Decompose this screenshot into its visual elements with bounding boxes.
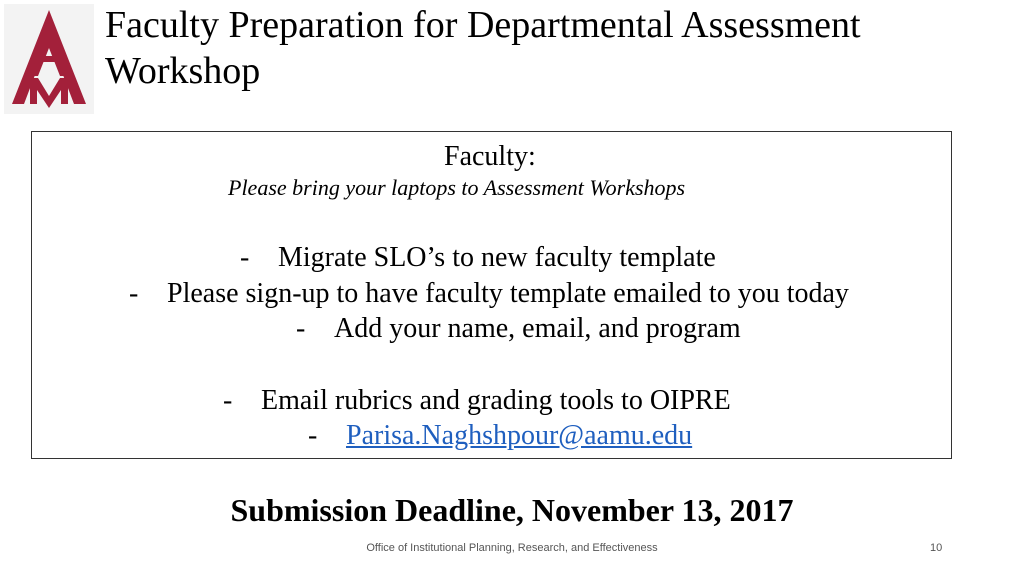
bullet-dash: - <box>129 278 139 309</box>
bullet-text: Add your name, email, and program <box>334 313 741 344</box>
page-number: 10 <box>930 542 943 554</box>
bullet-dash: - <box>223 385 233 416</box>
bullet-text: Please sign-up to have faculty template emailed to you today <box>167 278 849 309</box>
bullet-dash: - <box>296 313 306 344</box>
page-title: Faculty Preparation for Departmental Assessment Workshop <box>105 4 861 92</box>
list-item <box>240 242 716 274</box>
university-logo <box>4 4 94 114</box>
bullet-dash: - <box>240 242 250 273</box>
box-heading: Faculty: <box>444 141 536 172</box>
email-link[interactable]: Parisa.Naghshpour@aamu.edu <box>346 420 693 451</box>
list-item <box>129 278 849 310</box>
list-item <box>296 313 741 345</box>
box-subheading: Please bring your laptops to Assessment Workshops <box>228 175 686 200</box>
footer-text: Office of Institutional Planning, Research, and Effectiveness <box>366 542 658 554</box>
bullet-text: Email rubrics and grading tools to OIPRE <box>261 385 731 416</box>
list-item <box>308 420 692 452</box>
bullet-dash: - <box>308 420 318 451</box>
submission-deadline: Submission Deadline, November 13, 2017 <box>230 492 794 528</box>
bullet-text: Migrate SLO’s to new faculty template <box>278 242 716 273</box>
aamu-logo-icon <box>4 4 94 114</box>
list-item <box>223 385 731 417</box>
info-box <box>31 131 952 459</box>
